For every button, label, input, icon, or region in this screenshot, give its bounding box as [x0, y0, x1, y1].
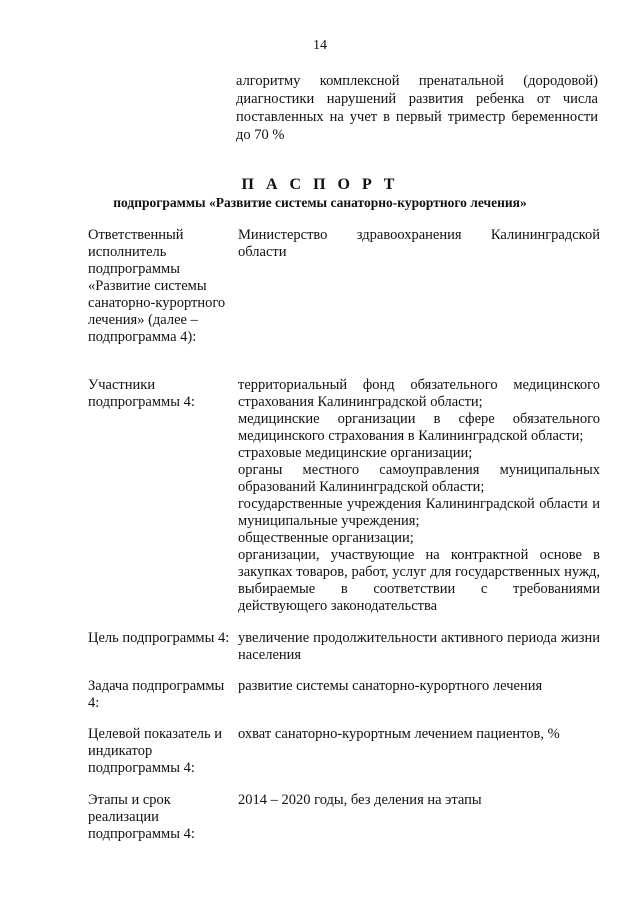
row-value: [238, 377, 600, 615]
value-line: 2014 – 2020 годы, без деления на этапы: [238, 792, 482, 808]
continuation-paragraph: алгоритму комплексной пренатальной (дородовой) диагностики нарушений развития ребенка от числа поставленных на учет в первый триместр беременности до 70 %: [236, 73, 598, 143]
row-label: Этапы и срок реализации подпрограммы 4:: [88, 792, 195, 842]
passport-subtitle: подпрограммы «Развитие системы санаторно-курортного лечения»: [113, 195, 527, 210]
value-line: Министерство здравоохранения Калининградской области: [238, 227, 600, 260]
row-value: [238, 678, 600, 712]
row-stages-period: [88, 792, 600, 843]
row-value: [238, 227, 600, 346]
value-line: охват санаторно-курортным лечением пациентов, %: [238, 726, 560, 742]
value-line: органы местного самоуправления муниципальных образований Калининградской области;: [238, 462, 600, 495]
row-label: Целевой показатель и индикатор подпрограммы 4:: [88, 726, 223, 776]
value-line: увеличение продолжительности активного периода жизни населения: [238, 630, 600, 663]
row-label: Задача подпрограммы 4:: [88, 678, 225, 711]
row-goal: [88, 630, 600, 664]
row-label: Ответственный исполнитель подпрограммы «Развитие системы санаторно-курортного лечения» (далее – подпрограмма 4):: [88, 227, 226, 345]
row-target-indicator: [88, 726, 600, 777]
value-line: общественные организации;: [238, 530, 414, 546]
value-line: развитие системы санаторно-курортного лечения: [238, 678, 543, 694]
value-line: государственные учреждения Калининградской области и муниципальные учреждения;: [238, 496, 600, 529]
value-line: организации, участвующие на контрактной основе в закупках товаров, работ, услуг для государственных нужд, выбираемые в соответствии с требованиями действующего законодательства: [238, 547, 600, 614]
row-value: [238, 726, 600, 777]
row-task: [88, 678, 600, 712]
row-participants: [88, 377, 600, 615]
page-number: 14: [313, 38, 327, 53]
value-line: медицинские организации в сфере обязательного медицинского страхования в Калининградской области;: [238, 411, 600, 444]
passport-title: П А С П О Р Т: [241, 176, 399, 193]
row-label: Участники подпрограммы 4:: [88, 377, 195, 410]
row-value: [238, 792, 600, 843]
value-line: территориальный фонд обязательного медицинского страхования Калининградской области;: [238, 377, 600, 410]
row-value: [238, 630, 600, 664]
value-line: страховые медицинские организации;: [238, 445, 473, 461]
row-label: Цель подпрограммы 4:: [88, 630, 230, 646]
row-responsible-executor: [88, 227, 600, 346]
